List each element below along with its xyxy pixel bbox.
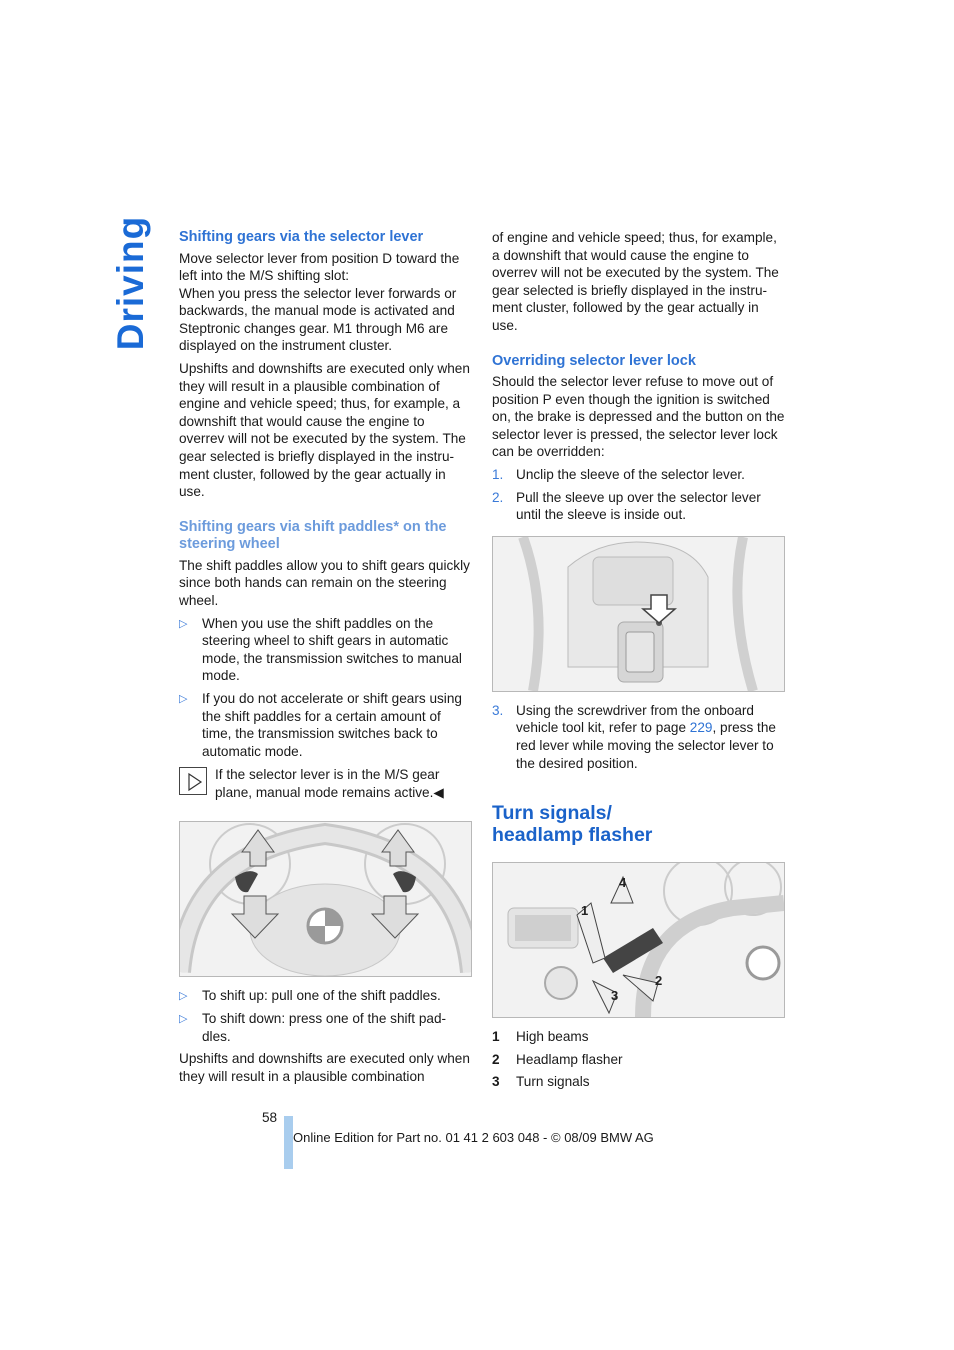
heading-selector-lever: Shifting gears via the selector lever — [179, 229, 424, 245]
heading-turn-signals: Turn signals/ headlamp flasher — [492, 802, 653, 847]
paragraph: of engine and vehicle speed; thus, for example, a downshift that would cause the engine to overrev will not be executed by the system. The gear selected is briefly displayed in the instru-ment cluster, followed by the gear actually in use. — [492, 230, 779, 333]
callout-3: 3 — [611, 988, 619, 1004]
right-column — [492, 229, 786, 1091]
note-text: If the selector lever is in the M/S gear plane, manual mode remains active.◀ — [215, 767, 444, 800]
footer-bar — [284, 1116, 293, 1169]
callout-2: 2 — [655, 973, 663, 989]
note-triangle-icon — [179, 767, 207, 795]
list-item: 1. Unclip the sleeve of the selector lever. — [492, 467, 745, 483]
callout-4: 4 — [619, 875, 627, 891]
list-item: 2. Pull the sleeve up over the selector lever until the sleeve is inside out. — [492, 489, 761, 523]
list-item: ▷ To shift down: press one of the shift pad-dles. — [179, 1011, 447, 1044]
callout-1: 1 — [581, 903, 589, 919]
bullet-icon: ▷ — [179, 617, 188, 630]
left-column — [179, 229, 471, 1086]
note — [179, 766, 471, 801]
list-item: 3. Using the screwdriver from the onboard vehicle tool kit, refer to page 229, press the red lever while moving the selector lever to the desired position. — [492, 702, 776, 771]
page-link[interactable]: 229 — [689, 720, 713, 736]
steering-wheel-illustration — [179, 821, 472, 977]
legend-item: 2 Headlamp flasher — [492, 1051, 623, 1067]
list-item: ▷ When you use the shift paddles on the steering wheel to shift gears in automatic mode, the transmission switches to manual mode. — [179, 615, 462, 684]
list-item: ▷ If you do not accelerate or shift gears using the shift paddles for a certain amount of time, the transmission switches back to automatic mode. — [179, 690, 462, 759]
section-tab — [108, 215, 154, 351]
paragraph: When you press the selector lever forwards or backwards, the manual mode is activated and Steptronic changes gear. M1 through M6 are displayed on the instrument cluster. — [179, 285, 457, 354]
paragraph: Upshifts and downshifts are executed only when they will result in a plausible combination of engine and vehicle speed; thus, for example, a downshift that would cause the engine to overrev will not be executed by the system. The gear selected is briefly displayed in the instru-ment cluster, followed by the gear actually in use. — [179, 361, 470, 500]
turn-signal-illustration — [492, 862, 785, 1018]
paragraph: Should the selector lever refuse to move out of position P even though the ignition is switched on, the brake is depressed and the button on the selector lever is pressed, the selector lever lock can be overridden: — [492, 374, 785, 460]
paragraph: Upshifts and downshifts are executed only when they will result in a plausible combination — [179, 1051, 470, 1084]
paragraph: Move selector lever from position D toward the left into the M/S shifting slot: — [179, 250, 460, 284]
legend-item: 1 High beams — [492, 1029, 589, 1045]
bullet-icon: ▷ — [179, 989, 188, 1002]
page-number: 58 — [262, 1110, 278, 1125]
heading-lever-lock: Overriding selector lever lock — [492, 352, 696, 369]
list-item: ▷ To shift up: pull one of the shift paddles. — [179, 987, 471, 1006]
legend-item: 3 Turn signals — [492, 1074, 590, 1090]
section-tab-label: Driving — [110, 215, 151, 351]
paragraph: The shift paddles allow you to shift gears quickly since both hands can remain on the steering wheel. — [179, 557, 470, 608]
heading-shift-paddles: Shifting gears via shift paddles* on the steering wheel — [179, 518, 447, 553]
selector-lever-illustration — [492, 536, 785, 692]
footer-text: Online Edition for Part no. 01 41 2 603 048 - © 08/09 BMW AG — [293, 1130, 654, 1145]
bullet-icon: ▷ — [179, 1013, 188, 1026]
bullet-icon: ▷ — [179, 692, 188, 705]
